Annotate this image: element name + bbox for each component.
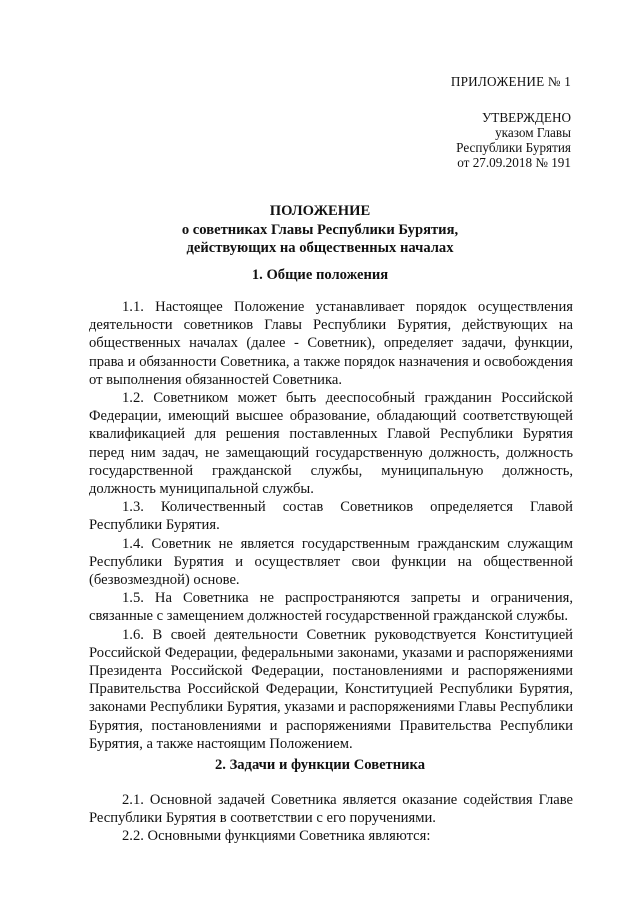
title-line: ПОЛОЖЕНИЕ [269,203,371,219]
paragraph: 2.1. Основной задачей Советника является оказание содействия Главе Республики Бурятия в соответствии с его поручениями. [89,792,573,827]
section-2-body [89,791,573,846]
document-title [0,202,640,258]
approval-line: УТВЕРЖДЕНО [481,110,571,125]
paragraph: 1.3. Количественный состав Советников определяется Главой Республики Бурятия. [89,499,573,534]
paragraph: 1.4. Советник не является государственным гражданским служащим Республики Бурятия и осуществляет свои функции на общественной (безвозмездной) основе. [89,535,573,589]
title-line: действующих на общественных началах [186,240,454,257]
section-1-body [89,298,573,753]
title-line: о советниках Главы Республики Бурятия, [181,221,459,238]
approval-line: Республики Бурятия [456,140,571,155]
paragraph: 2.2. Основными функциями Советника являются: [122,828,431,845]
paragraph: 1.2. Советником может быть дееспособный гражданин Российской Федерации, имеющий высшее образование, обладающий соответствующей квалификацией для решения поставленных Главой Республики Бурятия перед ним задач, не замещающий государственную должность, должность государственной гражданской службы, муниципальную должность, должность муниципальной службы. [89,390,573,498]
section-2-heading: 2. Задачи и функции Советника [214,757,426,773]
approval-line: от 27.09.2018 № 191 [457,155,571,170]
paragraph: 1.1. Настоящее Положение устанавливает порядок осуществления деятельности советников Главы Республики Бурятия, действующих на общественных началах (далее - Советник), определяет задачи, функции, права и обязанности Советника, а также порядок назначения и освобождения от выполнения обязанностей Советника. [89,299,573,388]
appendix-label: ПРИЛОЖЕНИЕ № 1 [450,74,571,89]
approval-block [456,110,571,170]
paragraph: 1.6. В своей деятельности Советник руководствуется Конституцией Российской Федерации, федеральными законами, указами и распоряжениями Президента Российской Федерации, постановлениями и распоряжениями Правительства Российской Федерации, Конституцией Республики Бурятия, законами Республики Бурятия, указами и распоряжениями Главы Республики Бурятия, постановлениями и распоряжениями Правительства Республики Бурятия, а также настоящим Положением. [89,626,573,752]
approval-line: указом Главы [495,125,571,140]
section-1-heading: 1. Общие положения [251,267,389,283]
paragraph: 1.5. На Советника не распространяются запреты и ограничения, связанные с замещением должностей государственной гражданской службы. [89,590,573,625]
